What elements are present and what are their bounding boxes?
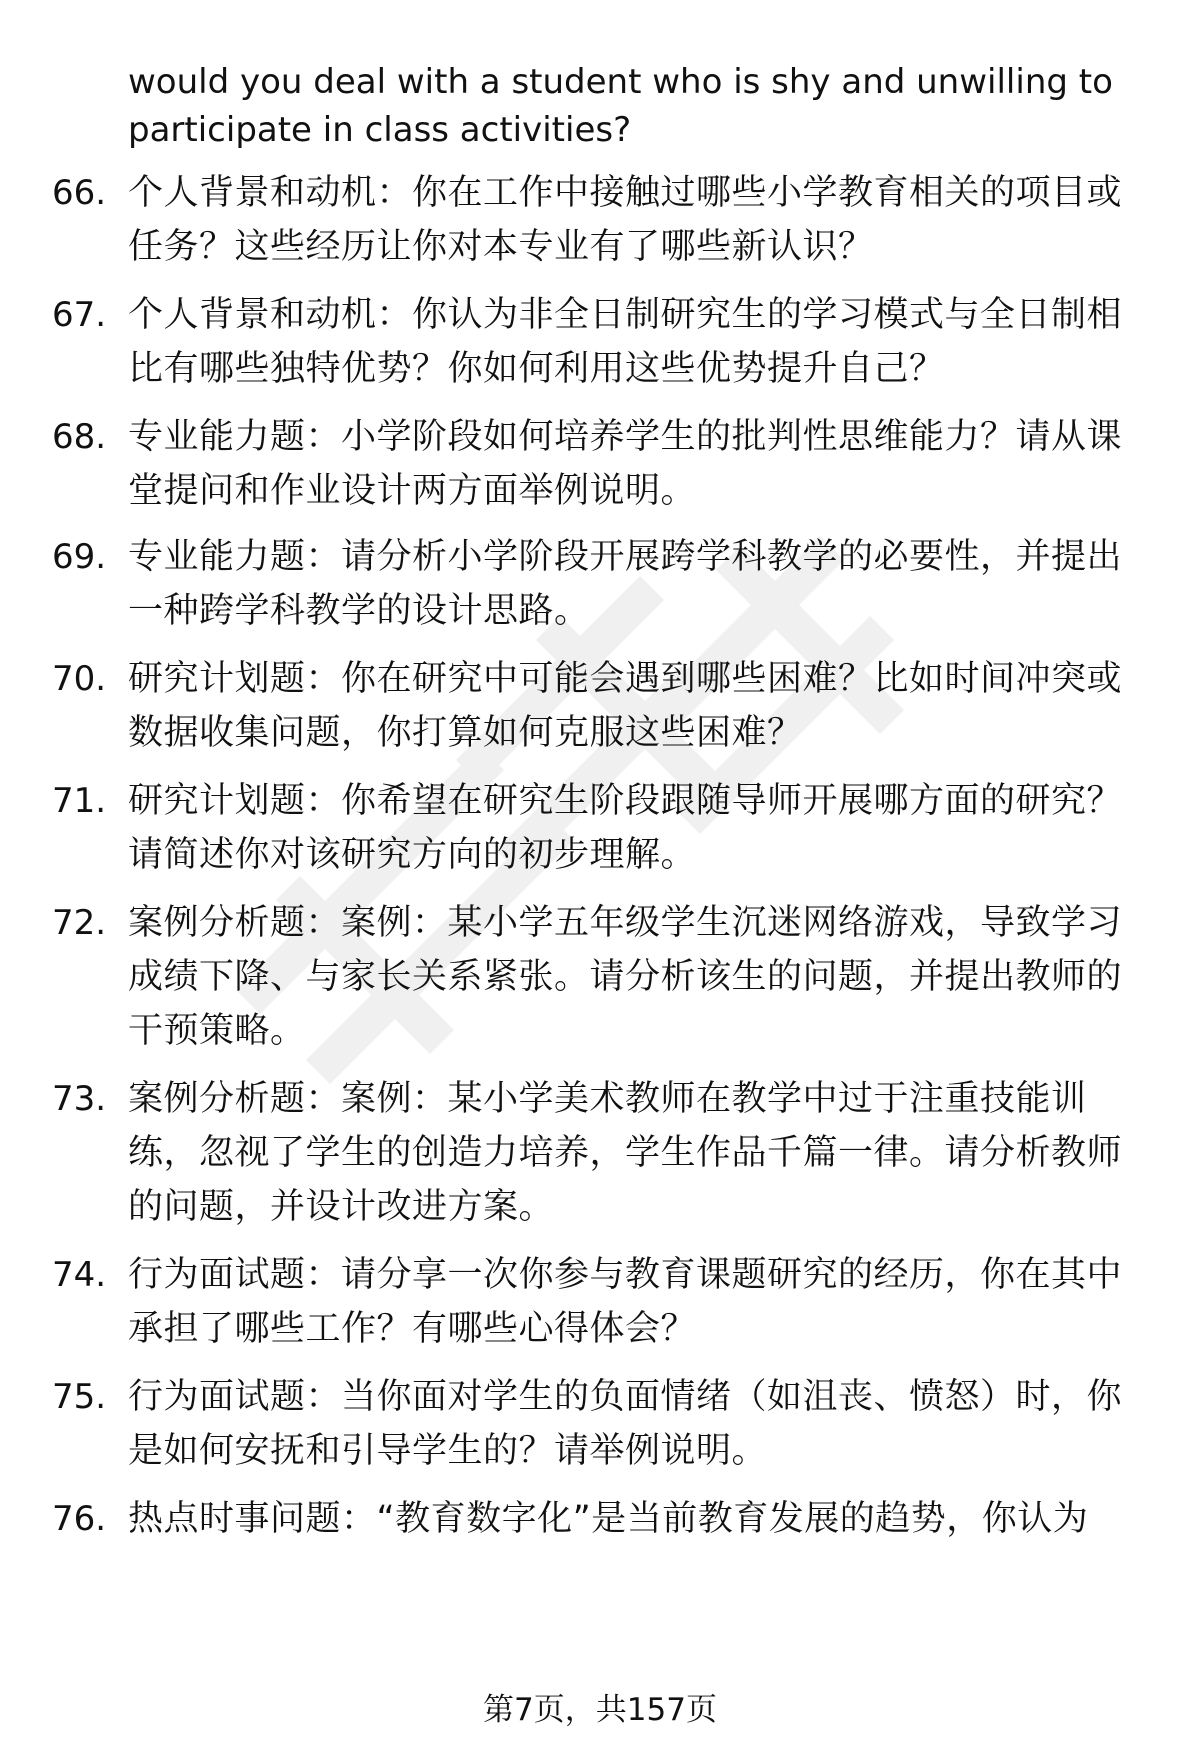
question-text: 个人背景和动机：你认为非全日制研究生的学习模式与全日制相比有哪些独特优势？你如何利用这些优势提升自己？ xyxy=(128,295,1123,389)
question-text: 专业能力题：请分析小学阶段开展跨学科教学的必要性，并提出一种跨学科教学的设计思路。 xyxy=(128,537,1123,631)
question-number: 76. xyxy=(52,1499,107,1539)
continuation-paragraph: would you deal with a student who is shy and unwilling to participate in class activities? xyxy=(128,62,1113,150)
question-text: 案例分析题：案例：某小学美术教师在教学中过于注重技能训练，忽视了学生的创造力培养，学生作品千篇一律。请分析教师的问题，并设计改进方案。 xyxy=(128,1079,1123,1227)
question-number: 70. xyxy=(52,659,107,699)
question-number: 67. xyxy=(52,295,107,335)
question-text: 研究计划题：你希望在研究生阶段跟随导师开展哪方面的研究？请简述你对该研究方向的初步理解。 xyxy=(128,781,1123,875)
question-text: 研究计划题：你在研究中可能会遇到哪些困难？比如时间冲突或数据收集问题，你打算如何克服这些困难？ xyxy=(128,659,1123,753)
question-text: 专业能力题：小学阶段如何培养学生的批判性思维能力？请从课堂提问和作业设计两方面举例说明。 xyxy=(128,417,1123,511)
question-text: 行为面试题：请分享一次你参与教育课题研究的经历，你在其中承担了哪些工作？有哪些心得体会？ xyxy=(128,1255,1123,1349)
page-number-footer: 第7页，共157页 xyxy=(483,1692,717,1728)
question-text: 案例分析题：案例：某小学五年级学生沉迷网络游戏，导致学习成绩下降、与家长关系紧张。请分析该生的问题，并提出教师的干预策略。 xyxy=(128,903,1123,1051)
question-number: 75. xyxy=(52,1377,107,1417)
question-number: 73. xyxy=(52,1079,107,1119)
question-number: 74. xyxy=(52,1255,107,1295)
question-text: 热点时事问题：“教育数字化”是当前教育发展的趋势，你认为 xyxy=(128,1499,1089,1539)
question-number: 72. xyxy=(52,903,107,943)
question-number: 71. xyxy=(52,781,107,821)
question-number: 68. xyxy=(52,417,107,457)
question-number: 66. xyxy=(52,173,107,213)
question-text: 行为面试题：当你面对学生的负面情绪（如沮丧、愤怒）时，你是如何安抚和引导学生的？请举例说明。 xyxy=(128,1377,1123,1471)
question-number: 69. xyxy=(52,537,107,577)
question-text: 个人背景和动机：你在工作中接触过哪些小学教育相关的项目或任务？这些经历让你对本专业有了哪些新认识？ xyxy=(128,173,1123,267)
